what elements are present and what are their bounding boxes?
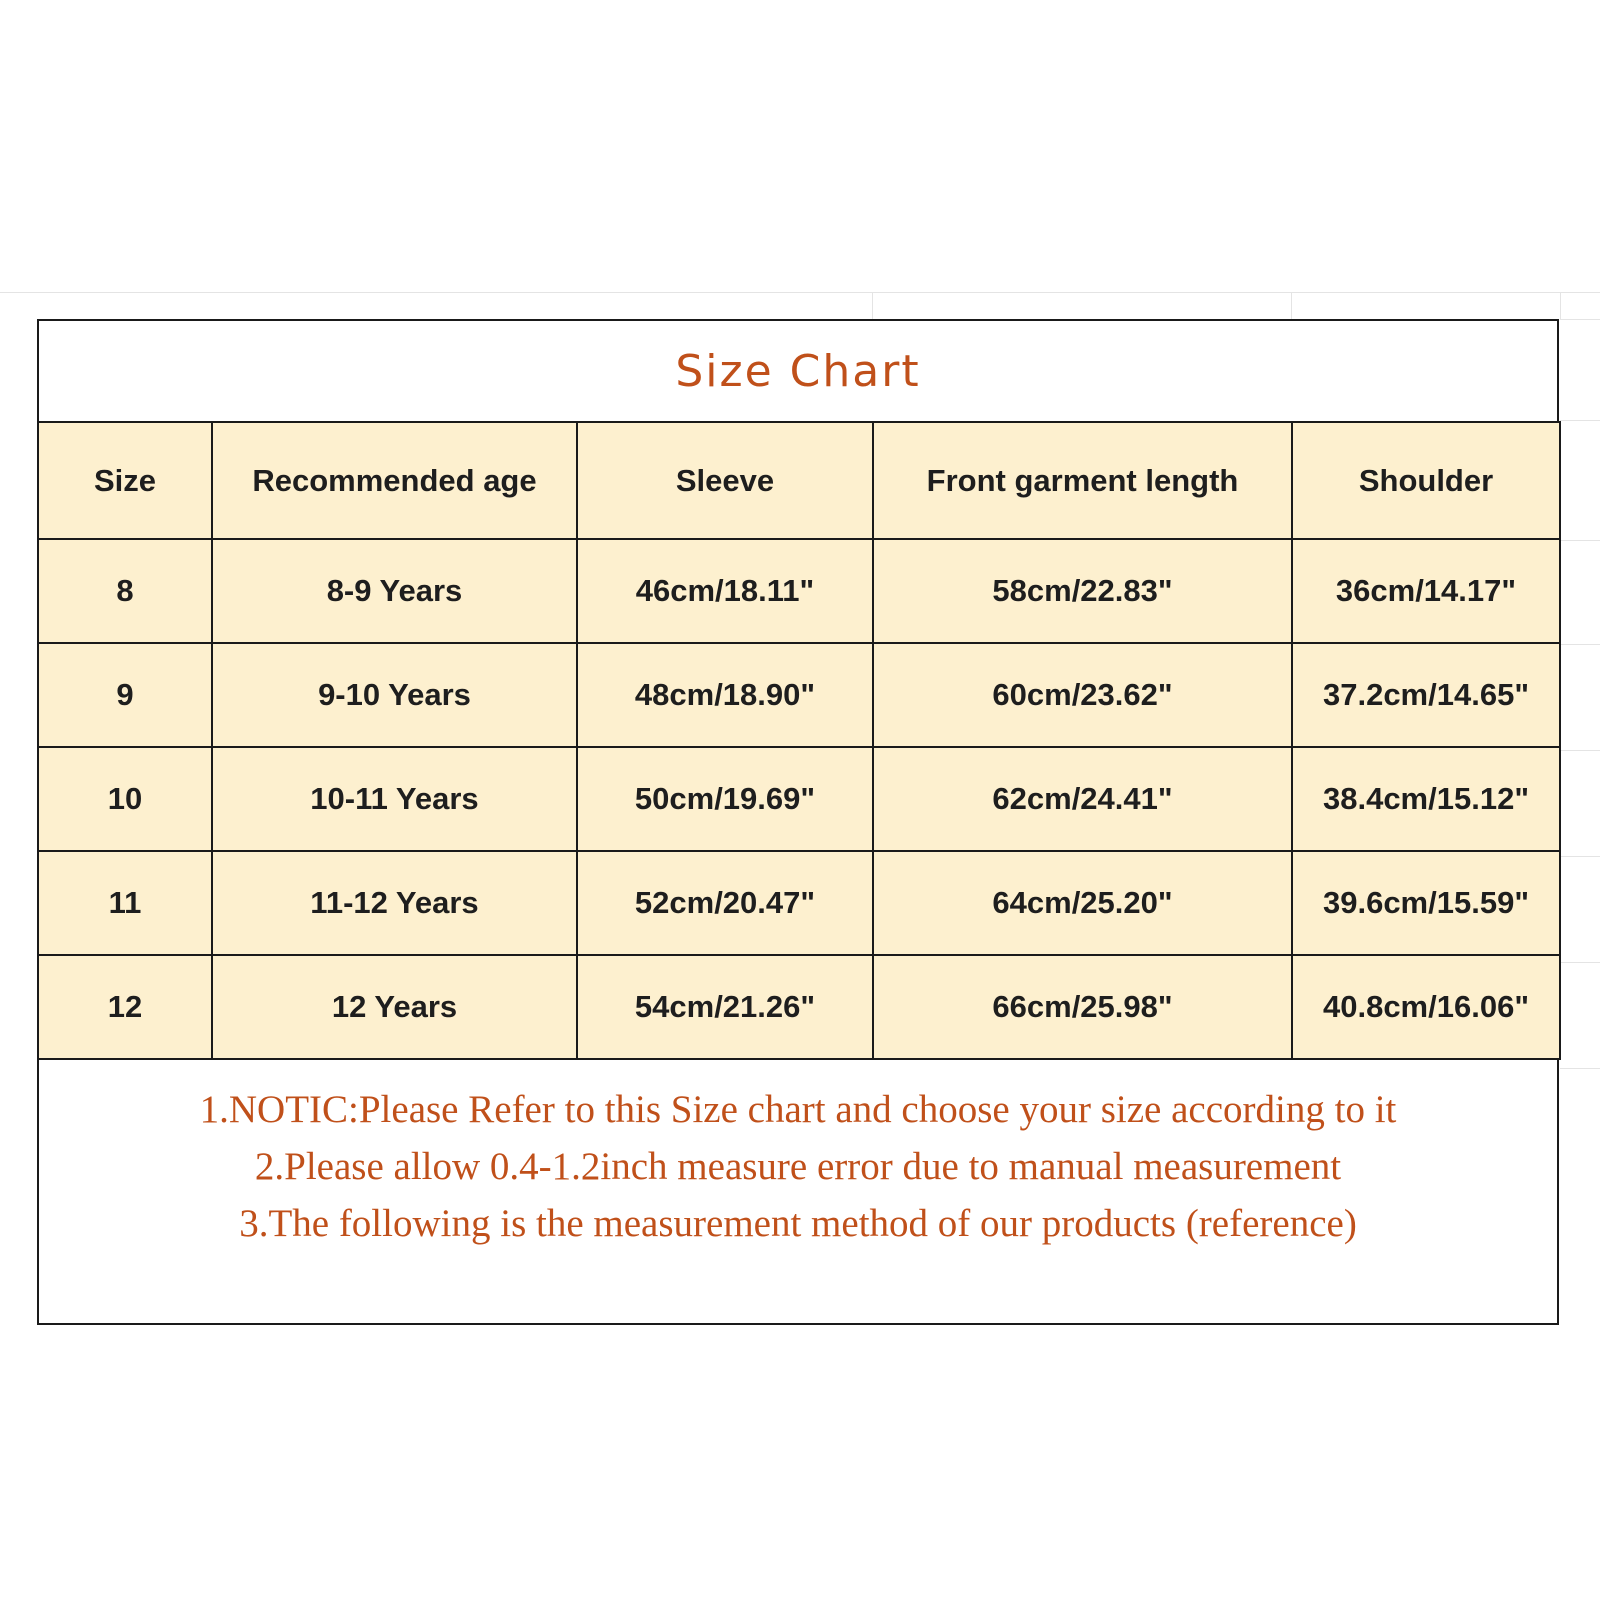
table-row <box>38 851 1560 955</box>
header-front-garment-length: Front garment length <box>873 422 1292 539</box>
cell-shoulder: 37.2cm/14.65" <box>1292 643 1560 747</box>
note-line-1: 1.NOTIC:Please Refer to this Size chart and choose your size according to it <box>199 1088 1397 1131</box>
cell-front-garment-length: 62cm/24.41" <box>873 747 1292 851</box>
size-table <box>37 421 1561 1060</box>
table-row <box>38 539 1560 643</box>
note-line-2: 2.Please allow 0.4-1.2inch measure error due to manual measurement <box>254 1145 1342 1188</box>
table-header-row <box>38 422 1560 539</box>
cell-front-garment-length: 64cm/25.20" <box>873 851 1292 955</box>
cell-shoulder: 38.4cm/15.12" <box>1292 747 1560 851</box>
cell-recommended-age: 8-9 Years <box>212 539 577 643</box>
table-row <box>38 747 1560 851</box>
cell-sleeve: 46cm/18.11" <box>577 539 873 643</box>
cell-size: 10 <box>38 747 212 851</box>
cell-size: 8 <box>38 539 212 643</box>
cell-front-garment-length: 66cm/25.98" <box>873 955 1292 1059</box>
cell-recommended-age: 12 Years <box>212 955 577 1059</box>
cell-size: 11 <box>38 851 212 955</box>
cell-shoulder: 40.8cm/16.06" <box>1292 955 1560 1059</box>
cell-shoulder: 39.6cm/15.59" <box>1292 851 1560 955</box>
table-row <box>38 643 1560 747</box>
cell-recommended-age: 9-10 Years <box>212 643 577 747</box>
header-sleeve: Sleeve <box>577 422 873 539</box>
cell-sleeve: 54cm/21.26" <box>577 955 873 1059</box>
header-shoulder: Shoulder <box>1292 422 1560 539</box>
cell-size: 9 <box>38 643 212 747</box>
cell-shoulder: 36cm/14.17" <box>1292 539 1560 643</box>
cell-size: 12 <box>38 955 212 1059</box>
size-chart-frame <box>37 319 1559 1325</box>
size-notes <box>39 1081 1557 1252</box>
header-recommended-age: Recommended age <box>212 422 577 539</box>
cell-sleeve: 48cm/18.90" <box>577 643 873 747</box>
cell-front-garment-length: 60cm/23.62" <box>873 643 1292 747</box>
size-chart-title: Size Chart <box>675 346 921 397</box>
cell-recommended-age: 11-12 Years <box>212 851 577 955</box>
header-size: Size <box>38 422 212 539</box>
table-row <box>38 955 1560 1059</box>
cell-sleeve: 50cm/19.69" <box>577 747 873 851</box>
note-line-3: 3.The following is the measurement method of our products (reference) <box>239 1202 1357 1245</box>
cell-front-garment-length: 58cm/22.83" <box>873 539 1292 643</box>
cell-sleeve: 52cm/20.47" <box>577 851 873 955</box>
cell-recommended-age: 10-11 Years <box>212 747 577 851</box>
